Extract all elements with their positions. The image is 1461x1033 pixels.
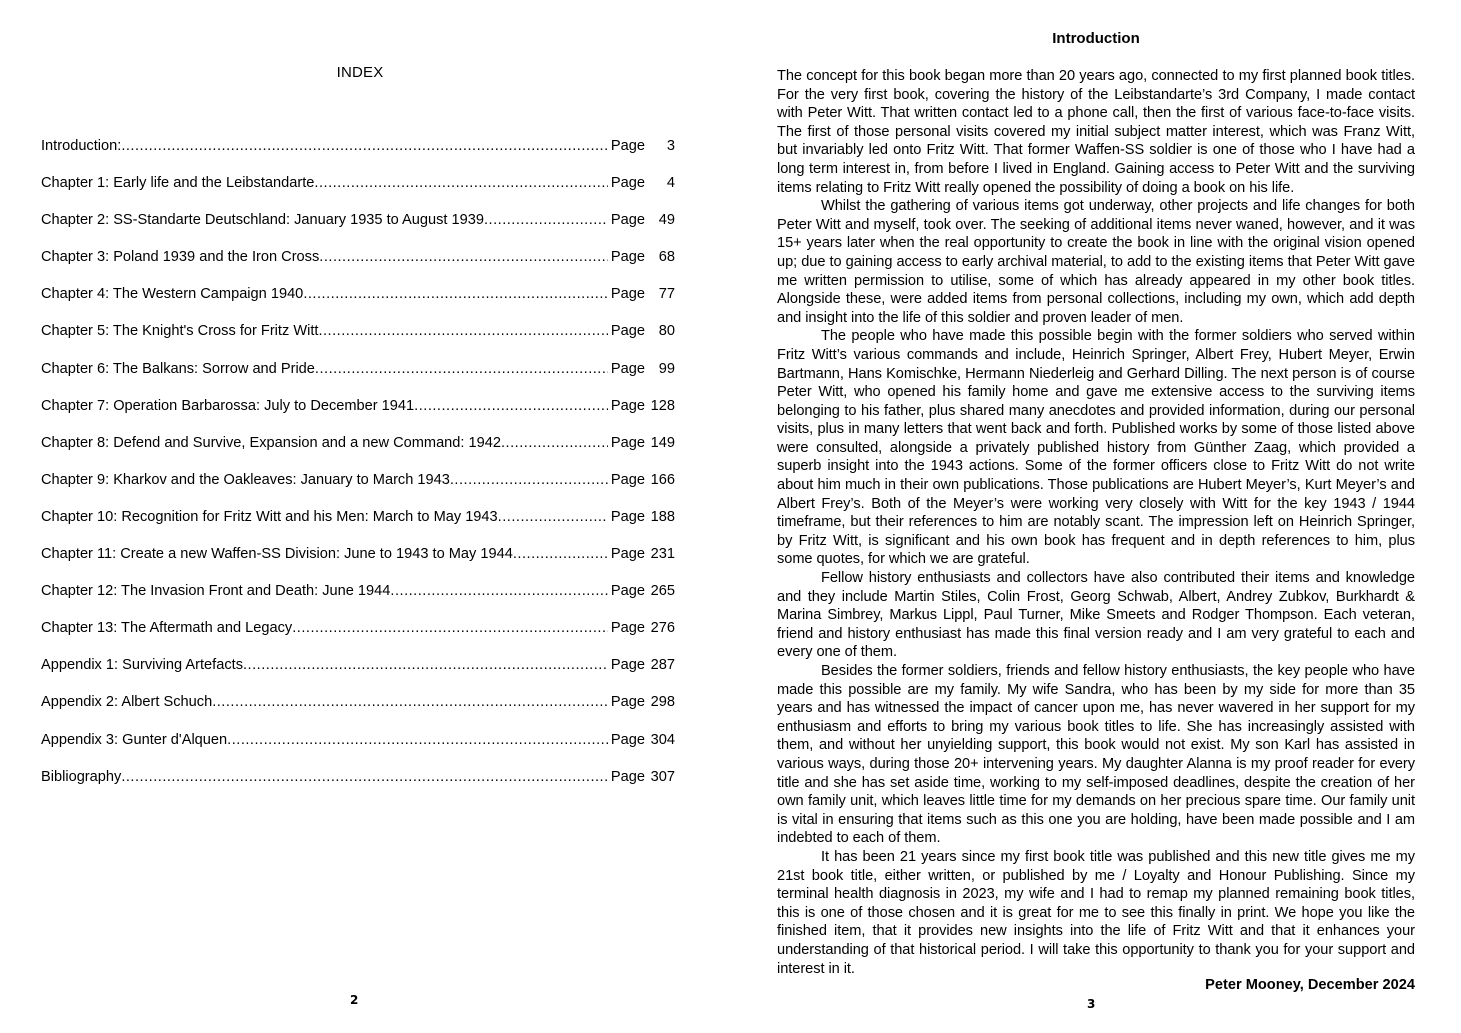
toc-leader-dots xyxy=(513,546,608,562)
toc-page-number: 166 xyxy=(650,471,675,488)
toc-entry-label: Appendix 1: Surviving Artefacts xyxy=(41,657,243,674)
toc-entry-label: Chapter 4: The Western Campaign 1940 xyxy=(41,286,304,303)
toc-entry-label: Chapter 6: The Balkans: Sorrow and Pride xyxy=(41,360,315,377)
toc-entry-label: Bibliography xyxy=(41,768,122,785)
toc-leader-dots xyxy=(121,769,608,785)
toc-page-word: Page xyxy=(610,546,645,563)
toc-entry xyxy=(41,657,675,694)
toc-page-word: Page xyxy=(610,138,645,154)
toc-entry xyxy=(41,694,675,731)
introduction-paragraph: Besides the former soldiers, friends and fellow history enthusiasts, the key people who have made this possible are my family. My wife Sandra, who has been by my side for more than 35 years and has witnessed the impact of cancer upon me, has never wavered in her support for my enthusiasm and efforts to bring my various book titles to life. She has increasingly assisted with them, and without her unyielding support, this book would not exist. My son Karl has assisted in various ways, during those 20+ intervening years. My daughter Alanna is my proof reader for every title and she has set aside time, working to my self-imposed deadlines, despite the creation of her own family unit, which leaves little time for my demands on her precious spare time. Our family unit is vital in ensuring that items such as this one you are holding, have been made possible and I am indebted to each of them. xyxy=(777,663,1415,847)
toc-entry xyxy=(41,583,675,620)
toc-entry-label: Chapter 9: Kharkov and the Oakleaves: January to March 1943 xyxy=(41,471,450,488)
introduction-title: Introduction xyxy=(1052,30,1140,47)
toc-leader-dots xyxy=(318,323,607,339)
toc-leader-dots xyxy=(314,175,608,191)
toc-entry xyxy=(41,323,675,360)
introduction-body xyxy=(777,67,1415,978)
page-number-right: 3 xyxy=(1087,997,1096,1011)
toc-page-number: 4 xyxy=(666,175,675,192)
toc-page-word: Page xyxy=(610,175,645,192)
toc-leader-dots xyxy=(212,694,608,710)
toc-entry-label: Chapter 8: Defend and Survive, Expansion and a new Command: 1942 xyxy=(41,434,501,451)
toc-entry xyxy=(41,732,675,769)
toc-page-word: Page xyxy=(610,471,645,488)
toc-page-word: Page xyxy=(610,583,645,600)
table-of-contents xyxy=(41,138,675,806)
toc-page-word: Page xyxy=(610,768,645,785)
toc-entry-label: Appendix 3: Gunter d'Alquen xyxy=(41,731,228,748)
introduction-paragraph: The concept for this book began more than 20 years ago, connected to my first planned book titles. For the very first book, covering the history of the Leibstandarte’s 3rd Company, I made contact with Peter Witt. That written contact led to a phone call, then the first of various face-to-face visits. The first of those personal visits covered my initial subject matter interest, which was Franz Witt, but invariably led onto Fritz Witt. That former Waffen-SS soldier is one of those who I have had a long term interest in, from before I lived in England. Gaining access to Peter Witt and the surviving items relating to Fritz Witt really opened the possibility of doing a book on his life. xyxy=(777,68,1415,196)
toc-page-number: 77 xyxy=(658,286,675,303)
toc-page-number: 149 xyxy=(650,434,675,451)
toc-entry-label: Introduction: xyxy=(41,138,122,154)
toc-entry xyxy=(41,398,675,435)
index-page xyxy=(0,0,730,1033)
toc-entry-label: Chapter 12: The Invasion Front and Death: June 1944 xyxy=(41,583,391,600)
toc-leader-dots xyxy=(414,398,608,414)
toc-leader-dots xyxy=(292,620,608,636)
toc-page-number: 307 xyxy=(650,768,675,785)
toc-page-number: 49 xyxy=(658,212,675,229)
toc-entry xyxy=(41,509,675,546)
toc-page-word: Page xyxy=(610,360,645,377)
toc-leader-dots xyxy=(227,732,608,748)
toc-page-word: Page xyxy=(610,694,645,711)
toc-entry xyxy=(41,249,675,286)
toc-entry-label: Chapter 3: Poland 1939 and the Iron Cross xyxy=(41,249,320,266)
toc-entry xyxy=(41,546,675,583)
toc-page-word: Page xyxy=(610,249,645,266)
toc-page-number: 128 xyxy=(650,397,675,414)
toc-entry-label: Chapter 1: Early life and the Leibstandarte xyxy=(41,175,315,192)
author-signature: Peter Mooney, December 2024 xyxy=(1205,977,1415,993)
toc-page-word: Page xyxy=(610,620,645,637)
toc-entry-label: Chapter 11: Create a new Waffen-SS Division: June to 1943 to May 1944 xyxy=(41,546,513,563)
introduction-paragraph: Fellow history enthusiasts and collectors have also contributed their items and knowledge and they include Martin Stiles, Colin Frost, Georg Schwab, Albert, Andrey Zubkov, Burkhardt & Marina Simbrey, Markus Lippl, Paul Turner, Mike Smeets and Rodger Thompson. Each veteran, friend and history enthusiast has made this final version ready and I am very grateful to each and every one of them. xyxy=(777,570,1415,661)
toc-entry xyxy=(41,435,675,472)
toc-page-word: Page xyxy=(610,508,645,525)
toc-page-number: 231 xyxy=(650,546,675,563)
toc-page-number: 265 xyxy=(650,583,675,600)
toc-leader-dots xyxy=(121,138,608,154)
toc-entry-label: Chapter 5: The Knight's Cross for Fritz Witt xyxy=(41,323,319,340)
toc-leader-dots xyxy=(319,249,608,265)
toc-entry xyxy=(41,472,675,509)
toc-leader-dots xyxy=(498,509,608,525)
toc-page-number: 276 xyxy=(650,620,675,637)
toc-entry-label: Chapter 10: Recognition for Fritz Witt and his Men: March to May 1943 xyxy=(41,508,498,525)
toc-leader-dots xyxy=(243,657,608,673)
toc-leader-dots xyxy=(484,212,608,228)
toc-entry xyxy=(41,138,675,175)
toc-page-word: Page xyxy=(610,286,645,303)
toc-entry-label: Chapter 7: Operation Barbarossa: July to December 1941 xyxy=(41,397,415,414)
toc-leader-dots xyxy=(315,361,608,377)
toc-entry xyxy=(41,620,675,657)
page-number-left: 2 xyxy=(350,993,359,1007)
introduction-paragraph: It has been 21 years since my first book title was published and this new title gives me my 21st book title, either written, or published by me / Loyalty and Honour Publishing. Since my terminal health diagnosis in 2023, my wife and I had to remap my planned remaining book titles, this is one of those chosen and it is great for me to see this finally in print. We hope you like the finished item, that it provides new insights into the life of Fritz Witt and that it enhances your understanding of that historical period. I will take this opportunity to thank you for your support and interest in it. xyxy=(777,848,1415,977)
toc-entry xyxy=(41,286,675,323)
introduction-page xyxy=(730,0,1461,1033)
toc-entry xyxy=(41,769,675,806)
toc-entry-label: Appendix 2: Albert Schuch xyxy=(41,694,213,711)
introduction-paragraph: Whilst the gathering of various items got underway, other projects and life changes for both Peter Witt and myself, took over. The seeking of additional items never waned, however, and it was 15+ years later when the real opportunity to create the book in line with the original vision opened up; due to gaining access to early archival material, to add to the existing items that Peter Witt gave me written permission to utilise, some of which has already appeared in my other book titles. Alongside these, were added items from personal collections, including my own, which add depth and insight into the life of this soldier and proven leader of men. xyxy=(777,198,1415,326)
toc-page-number: 188 xyxy=(650,508,675,525)
toc-leader-dots xyxy=(501,435,608,451)
toc-page-number: 68 xyxy=(658,249,675,266)
toc-entry-label: Chapter 2: SS-Standarte Deutschland: January 1935 to August 1939 xyxy=(41,212,484,229)
toc-page-number: 287 xyxy=(650,657,675,674)
toc-leader-dots xyxy=(390,583,608,599)
toc-entry xyxy=(41,361,675,398)
toc-entry xyxy=(41,175,675,212)
index-title: INDEX xyxy=(336,64,384,81)
toc-page-word: Page xyxy=(610,731,645,748)
toc-page-number: 99 xyxy=(658,360,675,377)
toc-entry xyxy=(41,212,675,249)
toc-page-word: Page xyxy=(610,657,645,674)
toc-entry-label: Chapter 13: The Aftermath and Legacy xyxy=(41,620,293,637)
toc-page-number: 80 xyxy=(658,323,675,340)
toc-page-word: Page xyxy=(610,323,645,340)
toc-page-word: Page xyxy=(610,212,645,229)
toc-page-word: Page xyxy=(610,397,645,414)
toc-leader-dots xyxy=(450,472,608,488)
introduction-paragraph: The people who have made this possible begin with the former soldiers who served within Fritz Witt’s various commands and include, Heinrich Springer, Albert Frey, Hubert Meyer, Erwin Bartmann, Hans Komischke, Hermann Niederleig and Gerhard Dilling. The next person is of course Peter Witt, who opened his family home and gave me extensive access to the surviving items belonging to his father, plus shared many anecdotes and provided information, during our personal visits, plus in many letters that went back and forth. Published works by some of those listed above were consulted, alongside a privately published history from Günther Zaag, which provided a superb insight into the 1943 actions. Some of the former officers close to Fritz Witt do not write about him much in their own publications. Those publications are Hubert Meyer’s, Kurt Meyer’s and Albert Frey’s. Both of the Meyer’s were working very closely with Witt for the key 1943 / 1944 timeframe, but their references to him are notably scant. The impression left on Heinrich Springer, by Fritz Witt, is significant and his own book has frequent and in depth references to him, plus some quotes, for which we are grateful. xyxy=(777,328,1415,568)
toc-page-number: 3 xyxy=(666,138,675,154)
toc-page-number: 304 xyxy=(650,731,675,748)
toc-page-number: 298 xyxy=(650,694,675,711)
toc-page-word: Page xyxy=(610,434,645,451)
toc-leader-dots xyxy=(303,286,608,302)
